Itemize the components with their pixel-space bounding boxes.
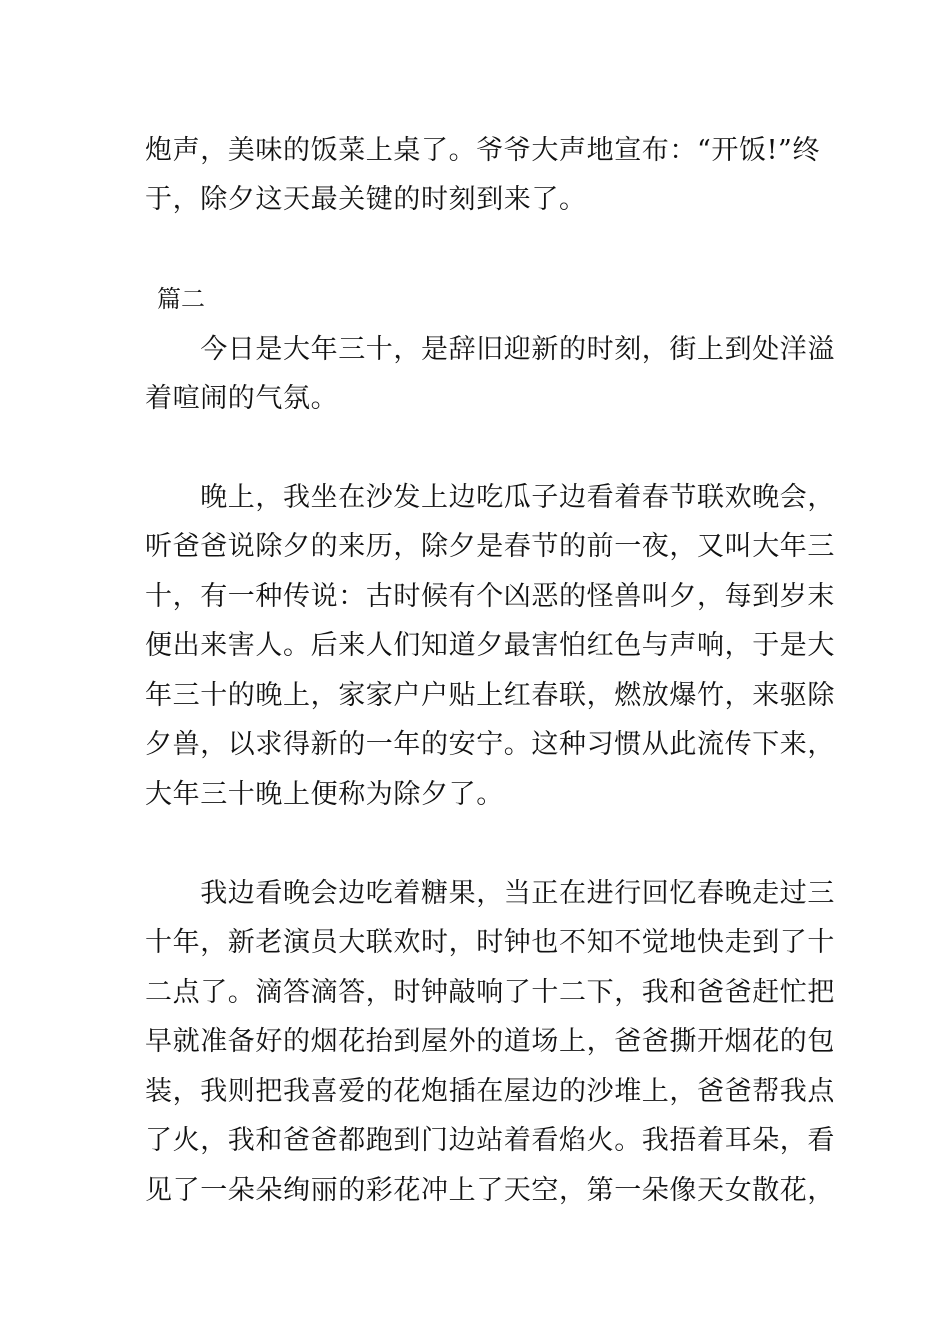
paragraph2-line-3: 十，有一种传说：古时候有个凶恶的怪兽叫夕，每到岁末	[145, 581, 835, 612]
paragraph3-line-6: 了火，我和爸爸都跑到门边站着看焰火。我捂着耳朵，看	[145, 1125, 835, 1156]
paragraph2-line-4: 便出来害人。后来人们知道夕最害怕红色与声响，于是大	[145, 630, 835, 661]
paragraph1-line-1: 今日是大年三十，是辞旧迎新的时刻，街上到处洋溢	[145, 334, 835, 365]
paragraph2-line-5: 年三十的晚上，家家户户贴上红春联，燃放爆竹，来驱除	[145, 680, 835, 711]
paragraph3-line-4: 早就准备好的烟花抬到屋外的道场上，爸爸撕开烟花的包	[145, 1026, 835, 1057]
paragraph3-line-1: 我边看晚会边吃着糖果，当正在进行回忆春晚走过三	[145, 878, 835, 909]
paragraph2-line-2: 听爸爸说除夕的来历，除夕是春节的前一夜，又叫大年三	[145, 531, 835, 562]
paragraph2-line-7: 大年三十晚上便称为除夕了。	[145, 779, 504, 810]
intro-line-2: 于，除夕这天最关键的时刻到来了。	[145, 184, 587, 215]
paragraph3-line-7: 见了一朵朵绚丽的彩花冲上了天空，第一朵像天女散花，	[145, 1175, 835, 1206]
paragraph3-line-5: 装，我则把我喜爱的花炮插在屋边的沙堆上，爸爸帮我点	[145, 1076, 835, 1107]
intro-line-1: 炮声，美味的饭菜上桌了。爷爷大声地宣布：“开饭!”终	[145, 135, 821, 166]
paragraph2-line-1: 晚上，我坐在沙发上边吃瓜子边看着春节联欢晚会，	[145, 482, 835, 513]
paragraph3-line-3: 二点了。滴答滴答，时钟敲响了十二下，我和爸爸赶忙把	[145, 977, 835, 1008]
paragraph1-line-2: 着喧闹的气氛。	[145, 383, 339, 414]
paragraph3-line-2: 十年，新老演员大联欢时，时钟也不知不觉地快走到了十	[145, 927, 835, 958]
paragraph2-line-6: 夕兽，以求得新的一年的安宁。这种习惯从此流传下来，	[145, 729, 835, 760]
section-heading: 篇二	[157, 285, 205, 313]
